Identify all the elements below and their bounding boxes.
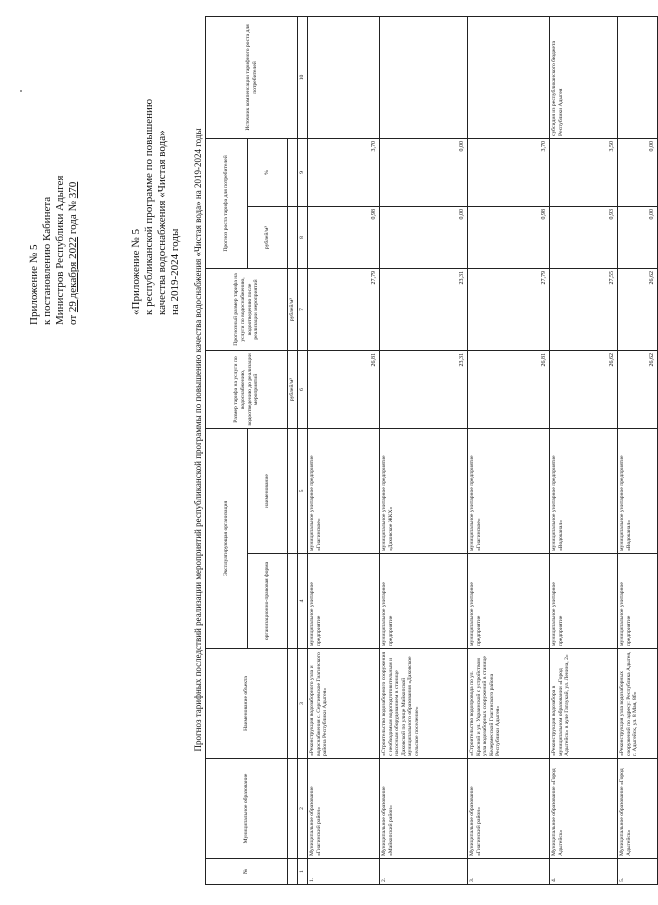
program-header [130, 15, 182, 315]
row-org-name: муниципальное унитарное предприятие «Гиагинское» [308, 428, 380, 553]
col-number: 5 [298, 428, 308, 553]
row-object: «Реконструкция водозабора в муниципальном образовании «Город Адыгейск» в ауле Гатлукай, ул. Ленина, 2» [550, 649, 618, 759]
col-number: 6 [298, 350, 308, 428]
header2-line: «Приложение № 5 [130, 228, 142, 315]
row-source [380, 16, 468, 138]
row-org-form: муниципальное унитарное предприятие [380, 554, 468, 649]
table-row [550, 16, 618, 884]
row-municipality: Муниципальное образование «Гиагинский район» [308, 759, 380, 859]
header-line: Приложение № 5 [28, 244, 40, 325]
row-org-name: муниципальное унитарное предприятие «Водоканал» [618, 428, 658, 553]
table-row [468, 16, 550, 884]
row-growth-rub: 0,98 [468, 206, 550, 268]
header-date-line [67, 25, 80, 325]
col-header-growth: Прогноз роста тарифа для потребителей [206, 138, 248, 268]
col-header-org-form: организационно-правовая форма [248, 554, 288, 649]
col-header-growth-rub: рублей/м³ [248, 206, 288, 268]
row-growth-pct: 3,50 [550, 138, 618, 206]
row-num: 5. [618, 859, 658, 885]
row-municipality: Муниципальное образование «Гиагинский район» [468, 759, 550, 859]
row-num: 2. [380, 859, 468, 885]
header-line: к постановлению Кабинета [41, 196, 53, 325]
appendix-header [28, 25, 80, 325]
row-tariff: 26,81 [468, 350, 550, 428]
header-number: 370 [67, 181, 79, 199]
col-header-growth-pct: % [248, 138, 288, 206]
document-title: Прогноз тарифных последствий реализации мероприятий республиканской программы по повышению качества водоснабжения «Чистая вода» на 2019-2024 годы [193, 128, 203, 752]
col-header-municipality: Муниципальное образование [206, 759, 288, 859]
row-num: 1. [308, 859, 380, 885]
row-org-name: муниципальное унитарное предприятие «Даховское ЖКХ» [380, 428, 468, 553]
col-header-source: Источник компенсации тарифного роста для потребителей [206, 16, 298, 138]
row-growth-pct: 3,70 [308, 138, 380, 206]
col-header-object: Наименование объекта [206, 649, 288, 759]
col-header-org: Эксплуатирующая организация [206, 428, 248, 648]
row-object: «Реконструкция узла водозаборных сооружений по адресу: Республика Адыгея, г. Адыгейск, ул. 8 Мая, 8б» [618, 649, 658, 759]
row-object: «Реконструкция водозаборного узла и водоснабжения с. Сергиевское Гиагинского района Республики Адыгея» [308, 649, 380, 759]
header2-line: на 2019-2024 годы [169, 228, 181, 315]
col-number: 1 [298, 859, 308, 885]
row-org-form: муниципальное унитарное предприятие [308, 554, 380, 649]
header-date: 29 декабря 2022 [67, 236, 79, 313]
row-growth-rub: 0,00 [380, 206, 468, 268]
row-tariff-after: 26,62 [618, 268, 658, 350]
row-tariff-after: 23,31 [380, 268, 468, 350]
table-row [308, 16, 380, 884]
col-number: 2 [298, 759, 308, 859]
row-tariff-after: 27,55 [550, 268, 618, 350]
row-tariff-after: 27,79 [308, 268, 380, 350]
row-object: «Строительство водопровода по ул. Красной и ул. Украинской с устройством узла водозаборных сооружений в станице Келермесской Гиагинского района Республики Адыгея» [468, 649, 550, 759]
row-source [618, 16, 658, 138]
row-growth-pct: 0,00 [380, 138, 468, 206]
row-growth-rub: 0,00 [618, 206, 658, 268]
row-growth-rub: 0,93 [550, 206, 618, 268]
table-row [618, 16, 658, 884]
row-growth-rub: 0,98 [308, 206, 380, 268]
row-num: 4. [550, 859, 618, 885]
unit-tariff: рублей/м³ [288, 350, 298, 428]
row-tariff: 26,62 [550, 350, 618, 428]
unit-tariff-after: рублей/м³ [288, 268, 298, 350]
tariff-table [205, 16, 658, 885]
row-source [308, 16, 380, 138]
row-source [468, 16, 550, 138]
col-number: 9 [298, 138, 308, 206]
row-municipality: Муниципальное образование «Город Адыгейск» [550, 759, 618, 859]
col-header-org-name: наименование [248, 428, 288, 553]
table-row [380, 16, 468, 884]
row-tariff: 26,62 [618, 350, 658, 428]
row-org-form: муниципальное унитарное предприятие [550, 554, 618, 649]
row-org-name: муниципальное унитарное предприятие «Водоканал» [550, 428, 618, 553]
col-number: 3 [298, 649, 308, 759]
header-line: Министров Республики Адыгея [54, 175, 66, 325]
header-mid: года № [67, 200, 79, 235]
row-org-form: муниципальное унитарное предприятие [468, 554, 550, 649]
row-tariff: 26,81 [308, 350, 380, 428]
row-tariff: 23,31 [380, 350, 468, 428]
row-municipality: Муниципальное образование «Город Адыгейск» [618, 759, 658, 859]
row-growth-pct: 0,00 [618, 138, 658, 206]
row-org-name: муниципальное унитарное предприятие «Гиагинское» [468, 428, 550, 553]
col-number: 10 [298, 16, 308, 138]
col-number: 4 [298, 554, 308, 649]
row-source: субсидия из республиканского бюджета Республики Адыгея [550, 16, 618, 138]
row-municipality: Муниципальное образование «Майкопский район» [380, 759, 468, 859]
row-num: 3. [468, 859, 550, 885]
header2-line: качества водоснабжения «Чистая вода» [156, 130, 168, 315]
col-header-num: № [206, 859, 288, 885]
row-object: «Строительство водозаборного сооружения с необходимым водоподготовительным и насосным оборудованием в станице Даховской по улице Майкопской муниципального образования «Даховское сельское поселение» [380, 649, 468, 759]
header2-line: к республиканской программе по повышению [143, 98, 155, 315]
col-number: 7 [298, 268, 308, 350]
col-number: 8 [298, 206, 308, 268]
header-from: от [67, 314, 79, 325]
col-header-tariff-after: Прогнозный размер тарифа на услуги по водоснабжению, водоотведению после реализации мероприятий [206, 268, 288, 350]
row-growth-pct: 3,70 [468, 138, 550, 206]
row-tariff-after: 27,79 [468, 268, 550, 350]
row-org-form: муниципальное унитарное предприятие [618, 554, 658, 649]
col-header-tariff: Размер тарифа на услуги по водоснабжению, водоотведению до реализации мероприятий [206, 350, 288, 428]
